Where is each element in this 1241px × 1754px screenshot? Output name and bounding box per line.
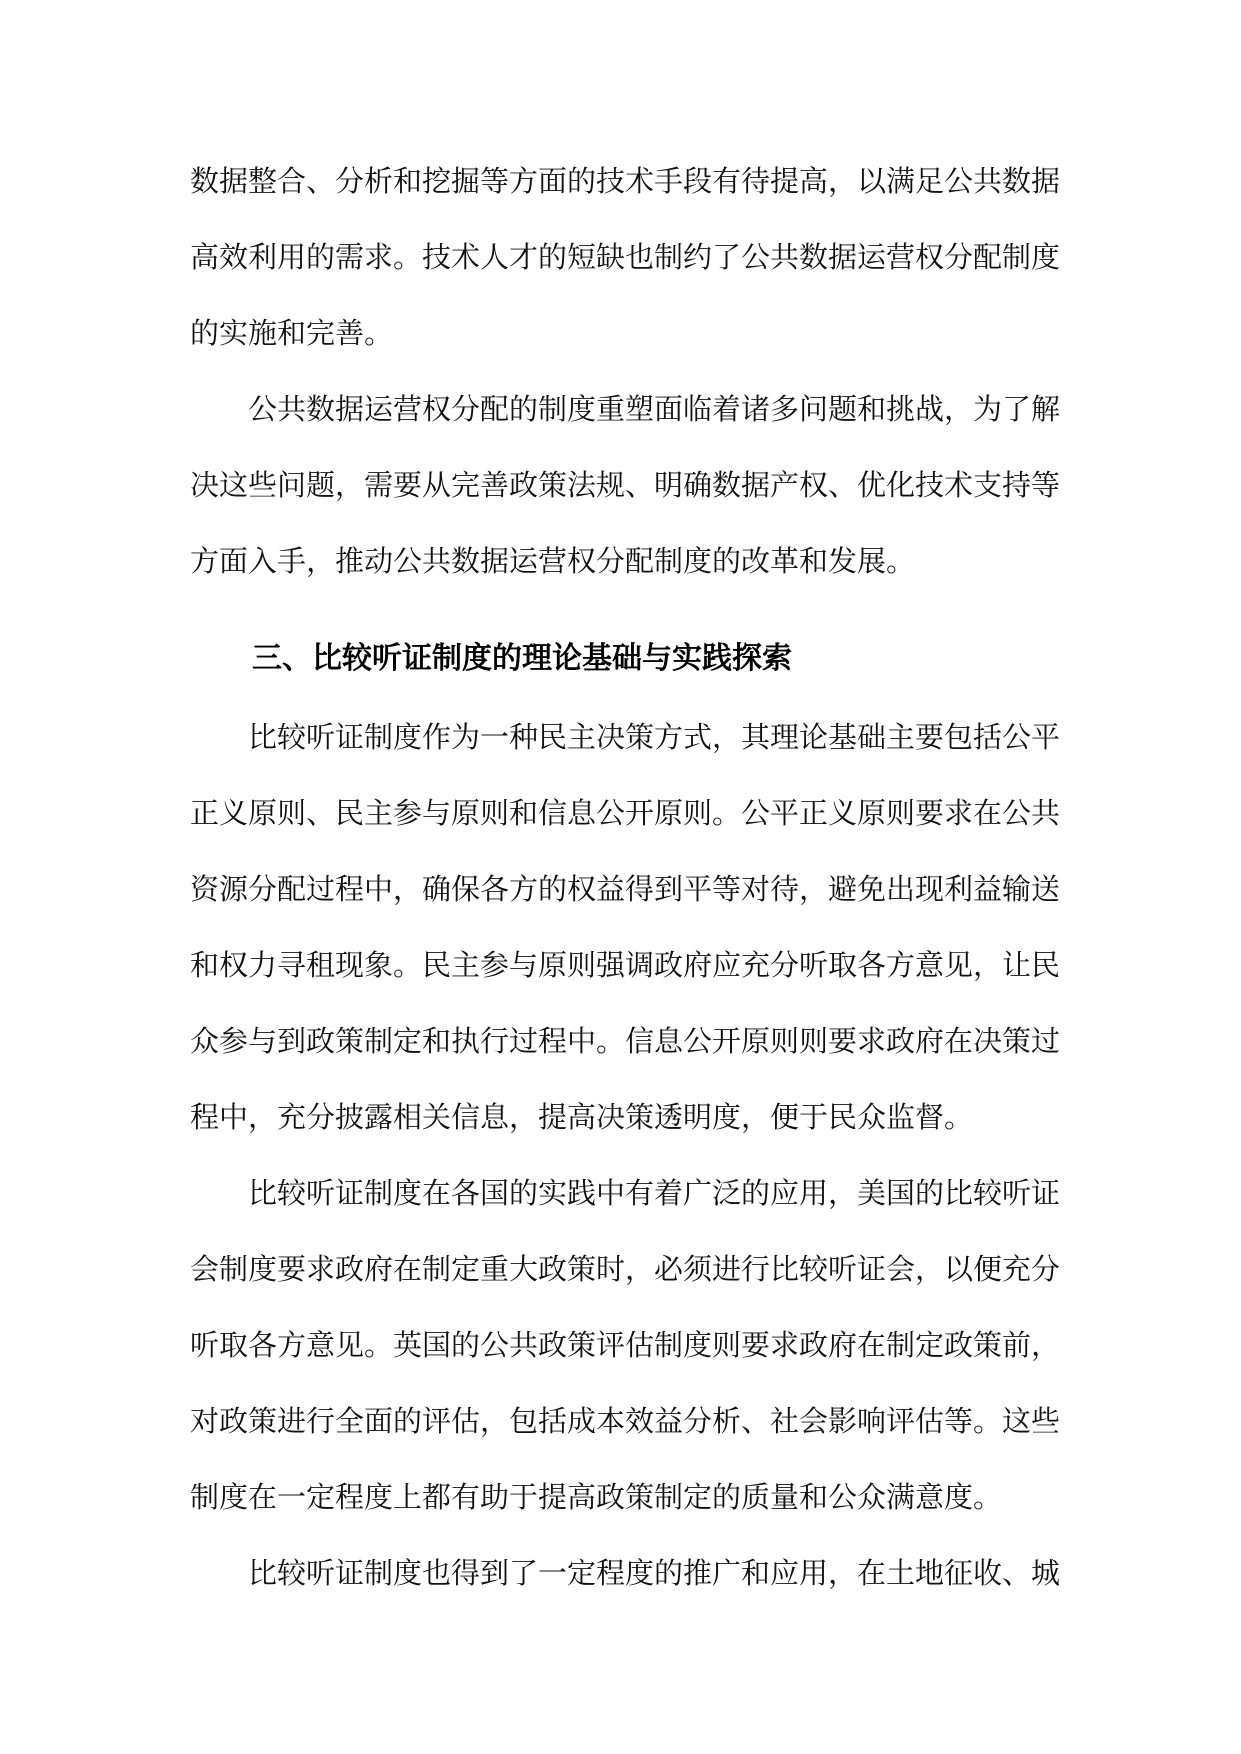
paragraph-2: 公共数据运营权分配的制度重塑面临着诸多问题和挑战，为了解决这些问题，需要从完善政策法规、明确数据产权、优化技术支持等方面入手，推动公共数据运营权分配制度的改革和发展。 — [190, 392, 1061, 578]
section-heading: 三、比较听证制度的理论基础与实践探索 — [252, 641, 792, 676]
paragraph-5: 比较听证制度也得到了一定程度的推广和应用，在土地征收、城 — [248, 1556, 1061, 1590]
paragraph-3: 比较听证制度作为一种民主决策方式，其理论基础主要包括公平正义原则、民主参与原则和信息公开原则。公平正义原则要求在公共资源分配过程中，确保各方的权益得到平等对待，避免出现利益输送和权力寻租现象。民主参与原则强调政府应充分听取各方意见，让民众参与到政策制定和执行过程中。信息公开原则则要求政府在决策过程中，充分披露相关信息，提高决策透明度，便于民众监督。 — [190, 720, 1061, 1134]
document-body — [190, 143, 1060, 1611]
paragraph-1: 数据整合、分析和挖掘等方面的技术手段有待提高，以满足公共数据高效利用的需求。技术人才的短缺也制约了公共数据运营权分配制度的实施和完善。 — [190, 164, 1061, 350]
paragraph-4: 比较听证制度在各国的实践中有着广泛的应用，美国的比较听证会制度要求政府在制定重大政策时，必须进行比较听证会，以便充分听取各方意见。英国的公共政策评估制度则要求政府在制定政策前，对政策进行全面的评估，包括成本效益分析、社会影响评估等。这些制度在一定程度上都有助于提高政策制定的质量和公众满意度。 — [190, 1176, 1061, 1514]
